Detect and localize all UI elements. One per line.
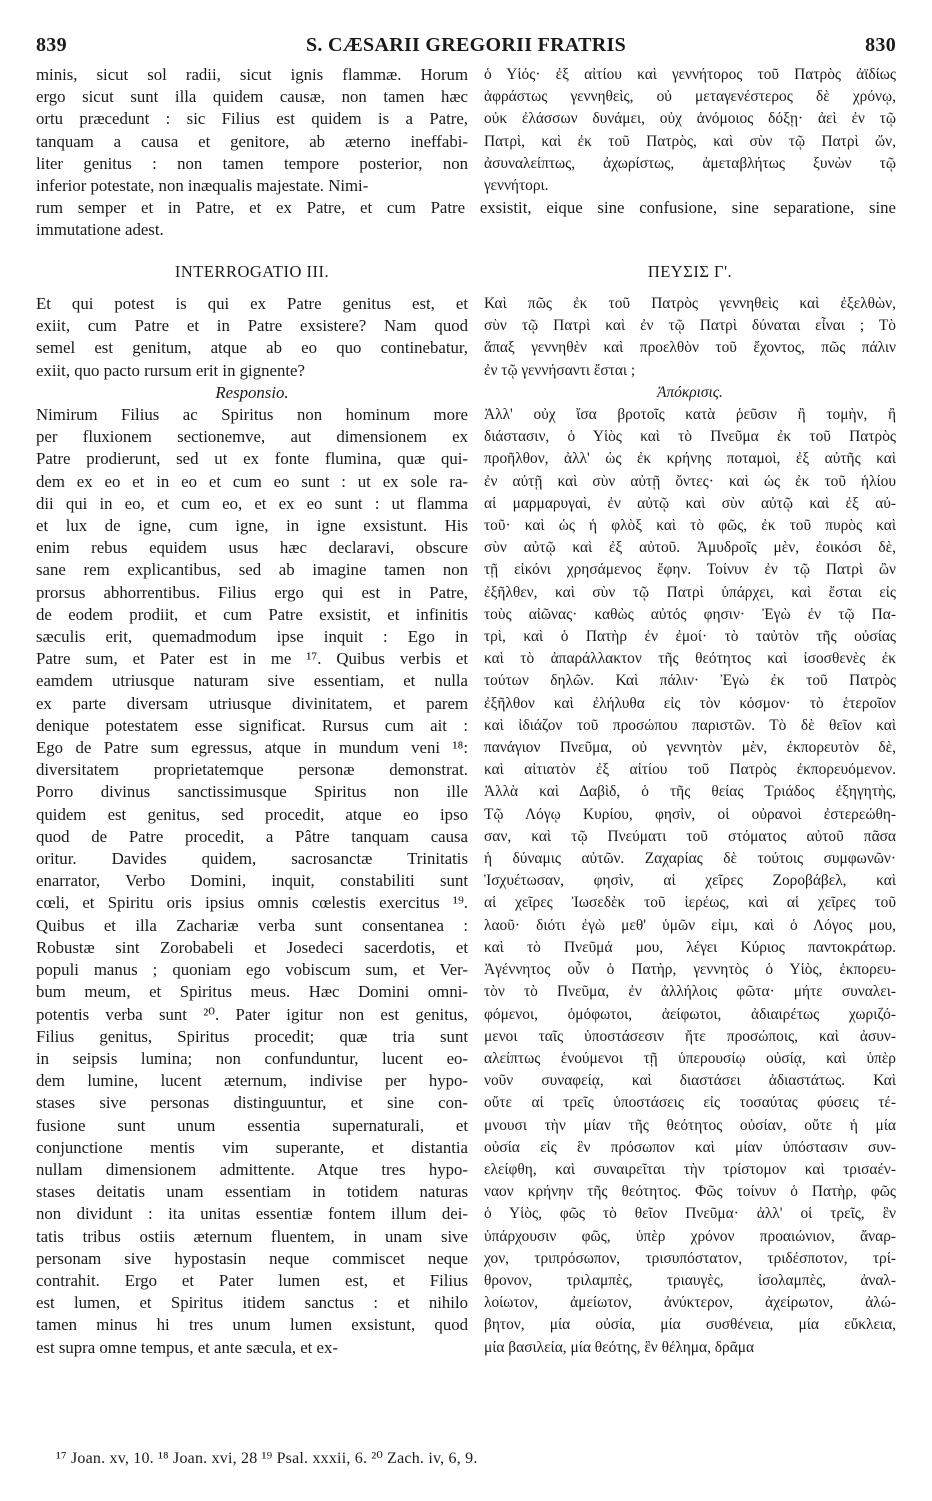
greek-text-line: καὶ ἰδιάζον τοῦ προσώπου παριστῶν. Τὸ δὲ θεῖον καὶ [484,716,896,734]
latin-text-line: populi manus ; quoniam ego vobiscum sum, et Ver- [36,960,468,980]
latin-text-line: contrahit. Ergo et Pater lumen est, et Filius [36,1270,468,1290]
latin-text-line: de eodem prodiit, et cum Patre exsistit, et infinitis [36,604,468,624]
latin-text-line: ortu præcedunt : sic Filius est quidem is a Patre, [36,109,468,129]
latin-text-line: quidem est genitus, sed procedit, atque eo ipso [36,804,468,824]
greek-text-line: ἡ δύναμις αὐτῶν. Ζαχαρίας δὲ τούτοις συμφωνῶν· [484,850,896,868]
page-number-left: 839 [36,34,67,56]
greek-text-line: Ἰσχυέτωσαν, φησὶν, αἱ χεῖρες Ζοροβάβελ, καὶ [484,872,896,890]
latin-text-line: est lumen, et Spiritus itidem sanctus : et nihilo [36,1293,468,1313]
greek-text-line: ἅπαξ γεννηθὲν καὶ προελθὸν τοῦ ἔχοντος, πῶς πάλιν [484,339,896,357]
greek-text-line: ἐν αὐτῇ καὶ σὺν αὐτῇ ὄντες· καὶ ὡς ἐκ τοῦ ἡλίου [484,472,896,490]
greek-text-line: βητον, μία οὐσία, μία συσθένεια, μία εὔκλεια, [484,1316,896,1334]
greek-text-line: καὶ τὸ ἀπαράλλακτον τῆς θεότητος καὶ ἰσοσθενὲς ἐκ [484,650,896,668]
latin-text-line: non dividunt : ita unitas essentiæ fontem illum dei- [36,1204,468,1224]
latin-text-line: Et qui potest is qui ex Patre genitus est, et [36,294,468,313]
latin-text-line: minis, sicut sol radii, sicut ignis flammæ. Horum [36,65,468,84]
greek-text-line: πανάγιον Πνεῦμα, οὐ γεννητὸν μὲν, ἐκπορευτὸν δὲ, [484,739,896,757]
latin-text-line: tatis tribus ostiis æternum fluentem, in unam sive [36,1226,468,1246]
greek-text-line: μνουσι τὴν μίαν τῆς θεότητος οὐσίαν, οὔτε ἡ μία [484,1116,896,1134]
latin-text-line: bum meum, et Spiritus meus. Hæc Domini omni- [36,982,468,1002]
greek-text-line: οὔτε αἱ τρεῖς ὑποστάσεις εἰς τοσαύτας φύσεις τέ- [484,1094,896,1112]
greek-text-line: λοίωτον, ἀμείωτον, ἀνύκτερον, ἀχείρωτον, ἀλώ- [484,1294,896,1312]
latin-text-line: immutatione adest. [36,220,164,240]
latin-text-line: Nimirum Filius ac Spiritus non hominum more [36,405,468,425]
greek-text-line: ἀσυναλείπτως, ἀχωρίστως, ἀμεταβλήτως ξυνὼν τῷ [484,154,896,172]
greek-text-line: μία βασιλεία, μία θεότης, ἓν θέλημα, δρᾶμα [484,1338,755,1356]
greek-text-line: Ἀγέννητος οὖν ὁ Πατὴρ, γεννητὸς ὁ Υἱὸς, ἐκπορευ- [484,961,896,979]
greek-text-line: σὺν τῷ Πατρὶ καὶ ἐν τῷ Πατρὶ δύναται εἶναι ; Τὸ [484,317,896,335]
latin-text-line: per fluxionem sectionemve, aut dimensionem ex [36,427,468,447]
latin-text-line: Quibus et illa Zachariæ verba sunt consentanea : [36,915,468,935]
latin-text-line: potentis verba sunt ²⁰. Pater igitur non est genitus, [36,1004,468,1024]
greek-text-line: ναον κρήνην τῆς θεότητος. Φῶς τοίνυν ὁ Πατὴρ, φῶς [484,1183,896,1201]
latin-text-line: personam sive hypostasin neque commiscet neque [36,1248,468,1268]
page-number-right: 830 [865,34,896,56]
greek-text-line: σαν, καὶ τῷ Πνεύματι τοῦ στόματος αὐτοῦ πᾶσα [484,827,896,845]
latin-text-line: enim rebus equidem usus hæc declaravi, obscure [36,538,468,558]
latin-text-line: liter genitus : non tamen tempore posterior, non [36,153,468,173]
latin-text-line: in seipsis lumina; non confunduntur, lucent eo- [36,1048,468,1068]
latin-text-line: semel est genitum, atque ab eo quo continebatur, [36,338,468,358]
response-label: Ἀπόκρισις. [657,383,723,401]
latin-text-line: nullam dimensionem admittente. Atque tres hypo- [36,1159,468,1179]
greek-text-line: ὁ Υἱὸς, φῶς τὸ θεῖον Πνεῦμα· ἀλλ' οἱ τρεῖς, ἓν [484,1205,896,1223]
greek-text-line: αλείπτως ἑνούμενοι τῇ ὑπερουσίῳ οὐσίᾳ, καὶ ὑπὲρ [484,1049,896,1067]
latin-text-line: diversitatem proprietatemque personæ demonstrat. [36,760,468,780]
greek-text-line: φόμενοι, ὁμόφωτοι, ἀείφωτοι, ἀδιαιρέτως χωριζό- [484,1005,896,1023]
greek-text-line: διάστασιν, ὁ Υἱὸς καὶ τὸ Πνεῦμα ἐκ τοῦ Πατρὸς [484,428,896,446]
greek-heading: ΠΕΥΣΙΣ Γ'. [647,262,733,281]
latin-text-line: dem lumine, lucent æternum, indivise per hypo- [36,1071,468,1091]
greek-text-line: τοῦ· καὶ ὡς ἡ φλὸξ καὶ τὸ φῶς, ἐκ τοῦ πυρὸς καὶ [484,517,896,535]
greek-text-line: Καὶ πῶς ἐκ τοῦ Πατρὸς γεννηθεὶς καὶ ἐξελθὼν, [484,295,896,312]
latin-heading: INTERROGATIO III. [174,262,330,281]
latin-text-line: stases deitatis unam essentiam in totidem naturas [36,1182,468,1202]
greek-text-line: αἱ χεῖρες Ἰωσεδὲκ τοῦ ἱερέως, καὶ αἱ χεῖρες τοῦ [484,894,896,912]
greek-text-line: ἐν τῷ γεννήσαντι ἔσται ; [484,361,636,379]
latin-text-line: dii qui in eo, et cum eo, et ex eo sunt : ut flamma [36,493,468,513]
greek-text-line: ελείφθη, καὶ συναιρεῖται τὴν τρίστομον καὶ τρισαέν- [484,1160,896,1178]
greek-column-top [484,64,896,197]
latin-text-line: exiit, cum Patre et in Patre exsistere? Nam quod [36,316,468,336]
greek-text-line: οὐσία εἰς ἓν πρόσωπον καὶ μίαν ὑπόστασιν συν- [484,1138,896,1156]
fullwidth-continuation [36,197,896,241]
greek-text-line: καὶ αἰτιατὸν ἐξ αἰτίου τοῦ Πατρὸς ἐκπορευόμενον. [484,761,896,779]
latin-text-line: fusione sunt unum essentia supernaturali, et [36,1115,468,1135]
greek-text-line: χον, τριπρόσωπον, τρισυπόστατον, τριδέσποτον, τρί- [484,1249,896,1267]
greek-text-line: αἱ μαρμαρυγαὶ, ἐν αὐτῷ καὶ σὺν αὐτῷ καὶ ἐξ αὐ- [484,494,896,512]
greek-text-line: ὑπάρχουσιν φῶς, ὑπὲρ χρόνον προαιώνιον, ἄναρ- [484,1227,896,1245]
footnotes: ¹⁷ Joan. xv, 10. ¹⁸ Joan. xvi, 28 ¹⁹ Psal. xxxii, 6. ²⁰ Zach. iv, 6, 9. [56,1450,478,1467]
greek-text-line: Ἀλλὰ καὶ Δαβὶδ, ὁ τῆς θείας Τριάδος ἐξηγητὴς, [484,783,896,801]
latin-text-line: cœli, et Spiritu oris ipsius omnis cœlestis exercitus ¹⁹. [36,893,468,913]
greek-text-line: προῆλθον, ἀλλ' ὡς ἐκ κρήνης ποταμοὶ, ἐξ αὐτῆς καὶ [484,450,896,468]
latin-text-line: sane rem explicantibus, sed ab imagine tamen non [36,560,468,580]
greek-text-line: καὶ τὸ Πνεῦμά μου, λέγει Κύριος παντοκράτωρ. [484,938,896,956]
greek-text-line: τοὺς αἰῶνας· καθὼς αὐτός φησιν· Ἐγὼ ἐν τῷ Πα- [484,605,896,623]
latin-text-line: inferior potestate, non inæqualis majestate. Nimi- [36,176,369,196]
greek-text-line: θρονον, τριλαμπὲς, τριαυγὲς, ἰσολαμπὲς, ἀναλ- [484,1271,896,1289]
greek-text-line: Πατρὶ, καὶ ἐκ τοῦ Πατρὸς, καὶ σὺν τῷ Πατρὶ ὤν, [484,132,896,150]
latin-text-line: et lux de igne, cum igne, in igne exsistunt. His [36,516,468,536]
latin-text-line: rum semper et in Patre, et ex Patre, et cum Patre exsistit, eique sine confusione, sine separatione, sine [36,198,896,217]
greek-column-body [484,293,896,1359]
latin-text-line: dem ex eo et in eo et cum eo sunt : ut ex sole ra- [36,471,468,491]
response-label: Responsio. [215,382,289,402]
greek-text-line: τὸν τὸ Πνεῦμα, ἐν ἀλλήλοις φῶτα· μήτε συναλει- [484,983,896,1001]
latin-text-line: quod de Patre procedit, a Pâtre tanquam causa [36,826,468,846]
running-title: S. CÆSARII GREGORII FRATRIS [305,34,626,56]
greek-text-line: σὺν αὐτῷ καὶ ἐξ αὐτοῦ. Ἀμυδροῖς μὲν, ἐοικόσι δὲ, [484,539,896,557]
greek-text-line: γεννήτορι. [484,177,549,195]
greek-text-line: ἐξῆλθον καὶ ἐλήλυθα εἰς τὸν κόσμον· τὸ ἑτεροῖον [484,694,896,712]
latin-text-line: sæculis erit, quemadmodum ipse inquit : Ego in [36,627,468,647]
latin-text-line: conjunctione mentis vim superante, et distantia [36,1137,468,1157]
greek-text-line: Τῷ Λόγῳ Κυρίου, φησὶν, οἱ οὐρανοὶ ἐστερεώθη- [484,805,896,823]
greek-text-line: νοῦν συναφείᾳ, καὶ διαστάσει ἀδιαστάτως. Καὶ [484,1072,896,1090]
greek-text-line: ἀφράστως γεννηθεὶς, οὐ μεταγενέστερος δὲ χρόνῳ, [484,88,896,106]
greek-text-line: τῇ εἰκόνι χρησάμενος ἔφην. Τοίνυν ἐν τῷ Πατρὶ ὢν [484,561,896,579]
running-head [36,34,896,60]
greek-text-line: τούτων δηλῶν. Καὶ πάλιν· Ἐγὼ ἐκ τοῦ Πατρὸς [484,672,896,690]
latin-text-line: stases sive personas distinguuntur, et sine con- [36,1093,468,1113]
latin-column-body [36,293,468,1359]
latin-text-line: Patre sum, et Pater est in me ¹⁷. Quibus verbis et [36,649,468,669]
latin-text-line: Robustæ sint Zorobabeli et Josedeci sacerdotis, et [36,937,468,957]
greek-text-line: μενοι ταῖς ὑποστάσεσιν ἤτε προσώποις, καὶ ἀσυν- [484,1027,896,1045]
latin-text-line: tanquam a causa et genitore, ab æterno ineffabi- [36,131,468,151]
latin-text-line: oritur. Davides quidem, sacrosanctæ Trinitatis [36,849,468,869]
latin-text-line: exiit, quo pacto rursum erit in gignente? [36,360,305,380]
latin-text-line: ex parte diversam utriusque divinitatem, et parem [36,693,468,713]
greek-text-line: τρὶ, καὶ ὁ Πατὴρ ἐν ἐμοί· τὸ ταὐτὸν τῆς οὐσίας [484,628,896,646]
latin-column-top [36,64,468,197]
latin-text-line: Porro divinus sanctissimusque Spiritus non ille [36,782,468,802]
latin-text-line: est supra omne tempus, et ante sæcula, et ex- [36,1337,338,1357]
greek-text-line: ἐξῆλθεν, καὶ σὺν τῷ Πατρὶ ὑπάρχει, καὶ ἔσται εἰς [484,583,896,601]
latin-text-line: denique potestatem esse significat. Rursus cum ait : [36,715,468,735]
greek-text-line: λαοῦ· διότι ἐγὼ μεθ' ὑμῶν εἰμι, καὶ ὁ Λόγος μου, [484,916,896,934]
greek-text-line: Ἀλλ' οὐχ ἴσα βροτοῖς κατὰ ῥεῦσιν ἢ τομὴν, ἢ [484,406,896,424]
greek-text-line: οὐκ ἐλάσσων δυνάμει, οὐχ ἀνόμοιος δόξῃ· ἀεὶ ἐν τῷ [484,110,896,128]
latin-text-line: eamdem utriusque naturam sive essentiam, et nulla [36,671,468,691]
latin-text-line: enarrator, Verbo Domini, inquit, constabiliti sunt [36,871,468,891]
latin-text-line: Filius genitus, Spiritus procedit; quæ tria sunt [36,1026,468,1046]
latin-text-line: Ego de Patre sum egressus, atque in mundum veni ¹⁸: [36,738,468,758]
latin-text-line: prorsus abhorrentibus. Filius ergo qui est in Patre, [36,582,468,602]
latin-text-line: Patre prodierunt, sed ut ex fonte flumina, quæ qui- [36,449,468,469]
greek-text-line: ὁ Υἱός· ἐξ αἰτίου καὶ γεννήτορος τοῦ Πατρὸς ἀϊδίως [484,66,896,83]
latin-text-line: ergo sicut sunt illa quidem causæ, non tamen hæc [36,87,468,107]
latin-text-line: tamen minus hi tres unum lumen exsistunt, quod [36,1315,468,1335]
